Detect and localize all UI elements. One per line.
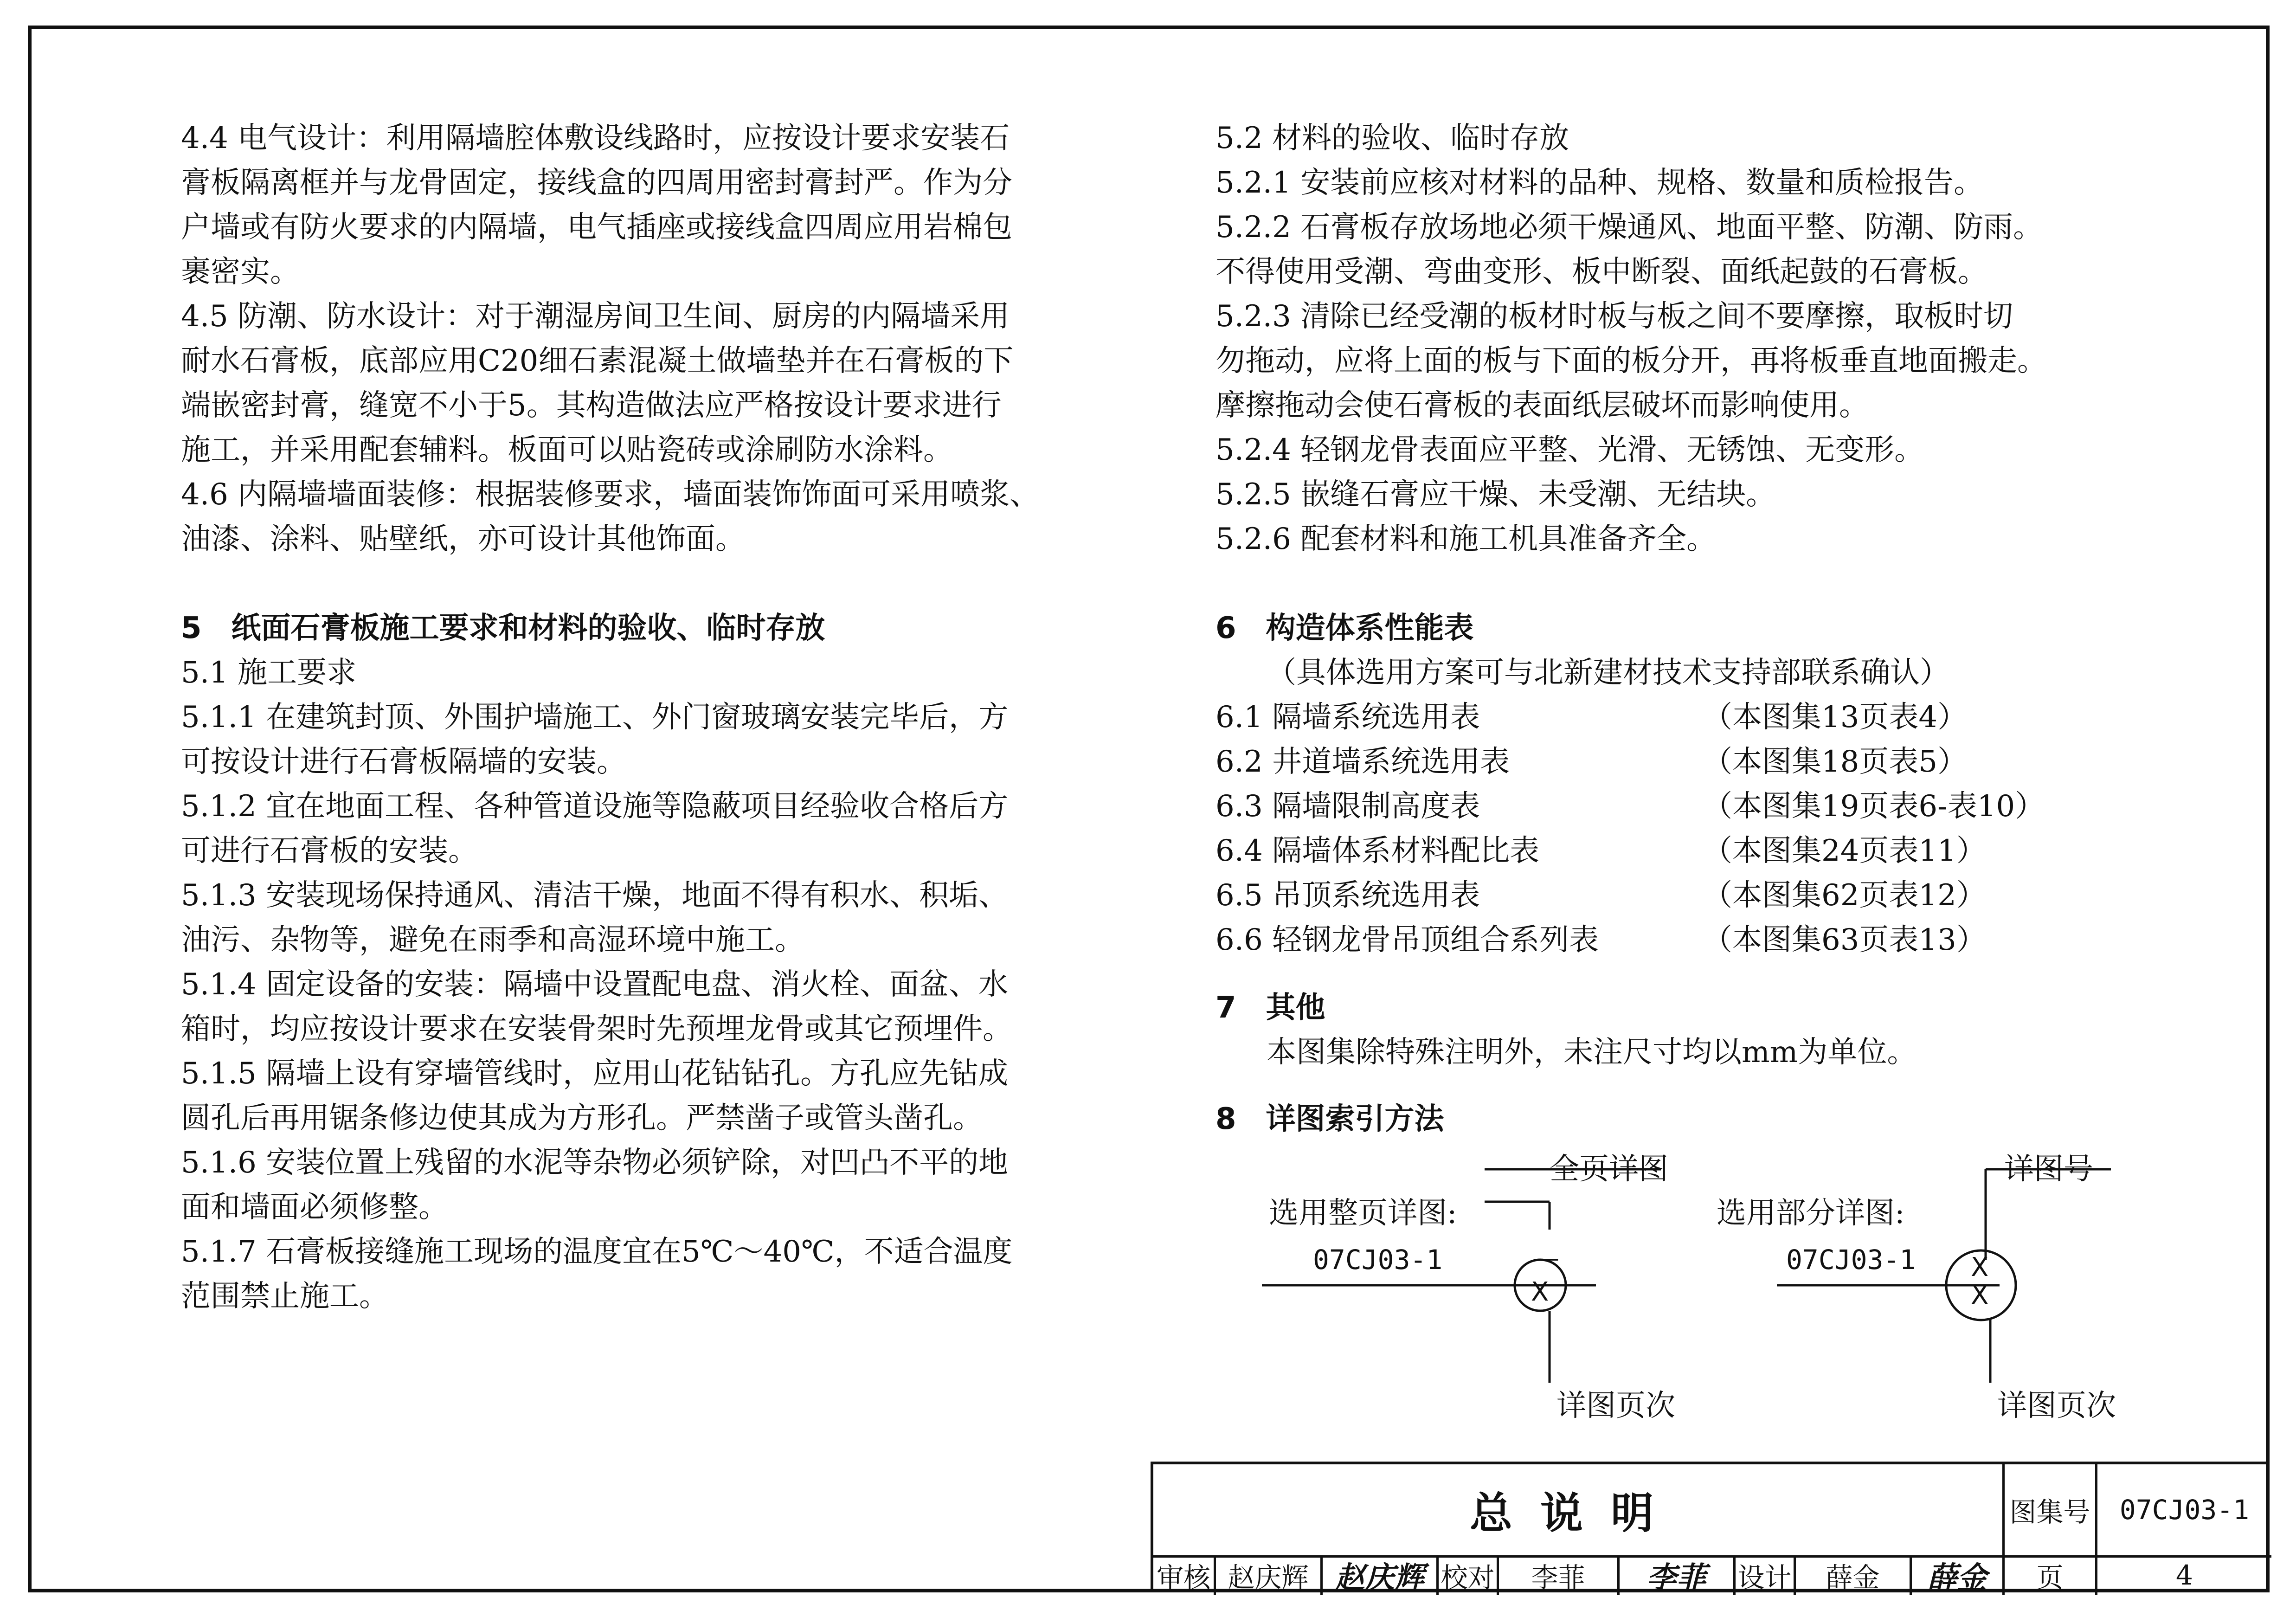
- text-line: 4.5 防潮、防水设计：对于潮湿房间卫生间、厨房的内隔墙采用: [181, 299, 1010, 334]
- text-line: 油污、杂物等，避免在雨季和高湿环境中施工。: [181, 923, 804, 957]
- text-line: 施工，并采用配套辅料。板面可以贴瓷砖或涂刷防水涂料。: [181, 433, 953, 467]
- right-circle-top: X: [1971, 1252, 1989, 1282]
- section-5-1-6: [181, 1140, 1109, 1230]
- text-line: 5.1.5 隔墙上设有穿墙管线时，应用山花钻钻孔。方孔应先钻成: [181, 1057, 1009, 1091]
- text-line: 耐水石膏板，底部应用C20细石素混凝土做墙垫并在石膏板的下: [181, 344, 1014, 378]
- table-item: 6.4 隔墙体系材料配比表: [1216, 834, 1540, 868]
- section-5-2: 5.2 材料的验收、临时存放: [1216, 121, 1569, 155]
- section-5-2-6: 5.2.6 配套材料和施工机具准备齐全。: [1216, 522, 1717, 556]
- table-ref: （本图集13页表4）: [1703, 700, 1968, 734]
- section-4-6: [181, 472, 1109, 561]
- drawing-title: 总说明: [1469, 1488, 1681, 1538]
- right-circle-bottom: X: [1971, 1280, 1989, 1310]
- section-4-4: [181, 116, 1109, 294]
- table-item: 6.5 吊顶系统选用表: [1216, 878, 1480, 913]
- section-5-1-2: [181, 784, 1109, 873]
- proof-label: 校对: [1436, 1555, 1497, 1595]
- section-5-1-1: [181, 695, 1109, 784]
- left-bottom-label: 详图页次: [1556, 1389, 1675, 1423]
- section-5-2-2: [1216, 205, 2148, 294]
- table-ref: （本图集18页表5）: [1703, 745, 1968, 779]
- reviewer-signature: 赵庆辉: [1320, 1555, 1436, 1595]
- right-bottom-label: 详图页次: [1997, 1389, 2116, 1423]
- index-diagram: [1216, 1151, 2148, 1448]
- section-7-text: 本图集除特殊注明外，未注尺寸均以mm为单位。: [1267, 1035, 1917, 1069]
- text-line: 5.2.3 清除已经受潮的板材时板与板之间不要摩擦，取板时切: [1216, 299, 2013, 334]
- text-line: 可进行石膏板的安装。: [181, 834, 478, 868]
- table-ref: （本图集62页表12）: [1703, 878, 1986, 913]
- designer-name: 薛金: [1794, 1555, 1910, 1595]
- designer-signature: 薛金: [1910, 1555, 2002, 1595]
- table-6: [1216, 695, 2148, 962]
- table-row: [1216, 829, 2148, 873]
- text-line: 4.6 内隔墙墙面装修：根据装修要求，墙面装饰饰面可采用喷浆、: [181, 477, 1040, 512]
- left-caption: 选用整页详图:: [1269, 1196, 1457, 1230]
- section-5-2-5: 5.2.5 嵌缝石膏应干燥、未受潮、无结块。: [1216, 477, 1776, 512]
- table-item: 6.6 轻钢龙骨吊顶组合系列表: [1216, 923, 1599, 957]
- text-line: 户墙或有防火要求的内隔墙，电气插座或接线盒四周应用岩棉包: [181, 210, 1012, 245]
- left-code: 07CJ03-1: [1313, 1244, 1443, 1276]
- text-line: 可按设计进行石膏板隔墙的安装。: [181, 745, 626, 779]
- table-row: [1216, 918, 2148, 962]
- table-item: 6.2 井道墙系统选用表: [1216, 745, 1510, 779]
- heading-6-note: （具体选用方案可与北新建材技术支持部联系确认）: [1267, 656, 1949, 690]
- heading-8: 8 详图索引方法: [1216, 1102, 1444, 1136]
- right-code: 07CJ03-1: [1786, 1244, 1916, 1276]
- section-5-1: 5.1 施工要求: [181, 656, 357, 690]
- section-5-2-3: [1216, 294, 2148, 428]
- proofreader-signature: 李菲: [1617, 1555, 1733, 1595]
- table-item: 6.3 隔墙限制高度表: [1216, 789, 1480, 824]
- text-line: 不得使用受潮、弯曲变形、板中断裂、面纸起鼓的石膏板。: [1216, 255, 1987, 289]
- text-line: 5.1.6 安装位置上残留的水泥等杂物必须铲除，对凹凸不平的地: [181, 1146, 1009, 1180]
- text-line: 4.4 电气设计：利用隔墙腔体敷设线路时，应按设计要求安装石: [181, 121, 1010, 155]
- text-line: 裹密实。: [181, 255, 300, 289]
- section-5-1-3: [181, 873, 1109, 962]
- text-line: 面和墙面必须修整。: [181, 1190, 448, 1224]
- table-ref: （本图集24页表11）: [1703, 834, 1986, 868]
- text-line: 端嵌密封膏，缝宽不小于5。其构造做法应严格按设计要求进行: [181, 388, 1002, 423]
- text-line: 圆孔后再用锯条修边使其成为方形孔。严禁凿子或管头凿孔。: [181, 1101, 983, 1135]
- reviewer-name: 赵庆辉: [1214, 1555, 1320, 1595]
- section-5-2-4: 5.2.4 轻钢龙骨表面应平整、光滑、无锈蚀、无变形。: [1216, 433, 1924, 467]
- text-line: 摩擦拖动会使石膏板的表面纸层破坏而影响使用。: [1216, 388, 1869, 423]
- text-line: 5.1.3 安装现场保持通风、清洁干燥，地面不得有积水、积垢、: [181, 878, 1009, 913]
- table-row: [1216, 695, 2148, 740]
- section-5-1-7: [181, 1230, 1109, 1319]
- text-line: 勿拖动，应将上面的板与下面的板分开，再将板垂直地面搬走。: [1216, 344, 2047, 378]
- left-circle-top: －: [1532, 1244, 1562, 1278]
- heading-7: 7 其他: [1216, 991, 1325, 1025]
- text-line: 范围禁止施工。: [181, 1279, 389, 1314]
- page-number: 4: [2095, 1555, 2271, 1595]
- table-item: 6.1 隔墙系统选用表: [1216, 700, 1480, 734]
- text-line: 5.1.1 在建筑封顶、外围护墙施工、外门窗玻璃安装完毕后，方: [181, 700, 1009, 734]
- section-4-5: [181, 294, 1109, 472]
- page-label: 页: [2002, 1555, 2095, 1595]
- text-line: 5.1.2 宜在地面工程、各种管道设施等隐蔽项目经验收合格后方: [181, 789, 1009, 824]
- left-circle-bottom: X: [1531, 1277, 1549, 1307]
- table-row: [1216, 784, 2148, 829]
- proofreader-name: 李菲: [1497, 1555, 1617, 1595]
- left-top-label: 全页详图: [1550, 1152, 1668, 1186]
- heading-6: 6 构造体系性能表: [1216, 611, 1474, 645]
- right-column: [1216, 116, 2148, 1141]
- text-line: 油漆、涂料、贴壁纸，亦可设计其他饰面。: [181, 522, 745, 556]
- text-line: 5.1.4 固定设备的安装：隔墙中设置配电盘、消火栓、面盆、水: [181, 967, 1009, 1002]
- right-caption: 选用部分详图:: [1717, 1196, 1905, 1230]
- title-block: [1151, 1462, 2269, 1595]
- section-5-1-4: [181, 962, 1109, 1051]
- atlas-number: 07CJ03-1: [2095, 1464, 2271, 1555]
- section-5-2-1: 5.2.1 安装前应核对材料的品种、规格、数量和质检报告。: [1216, 166, 1984, 200]
- heading-5: 5 纸面石膏板施工要求和材料的验收、临时存放: [181, 611, 825, 645]
- review-label: 审核: [1156, 1562, 1210, 1593]
- left-column: [181, 116, 1109, 1319]
- atlas-label: 图集号: [2002, 1464, 2095, 1555]
- table-row: [1216, 873, 2148, 918]
- right-top-label: 详图号: [2004, 1152, 2093, 1186]
- table-row: [1216, 740, 2148, 784]
- text-line: 箱时，均应按设计要求在安装骨架时先预埋龙骨或其它预埋件。: [181, 1012, 1012, 1046]
- table-ref: （本图集63页表13）: [1703, 923, 1986, 957]
- section-5-1-5: [181, 1051, 1109, 1140]
- table-ref: （本图集19页表6-表10）: [1703, 789, 2045, 824]
- text-line: 膏板隔离框并与龙骨固定，接线盒的四周用密封膏封严。作为分: [181, 166, 1012, 200]
- text-line: 5.1.7 石膏板接缝施工现场的温度宜在5℃～40℃，不适合温度: [181, 1235, 1013, 1269]
- text-line: 5.2.2 石膏板存放场地必须干燥通风、地面平整、防潮、防雨。: [1216, 210, 2043, 245]
- design-label: 设计: [1733, 1555, 1794, 1595]
